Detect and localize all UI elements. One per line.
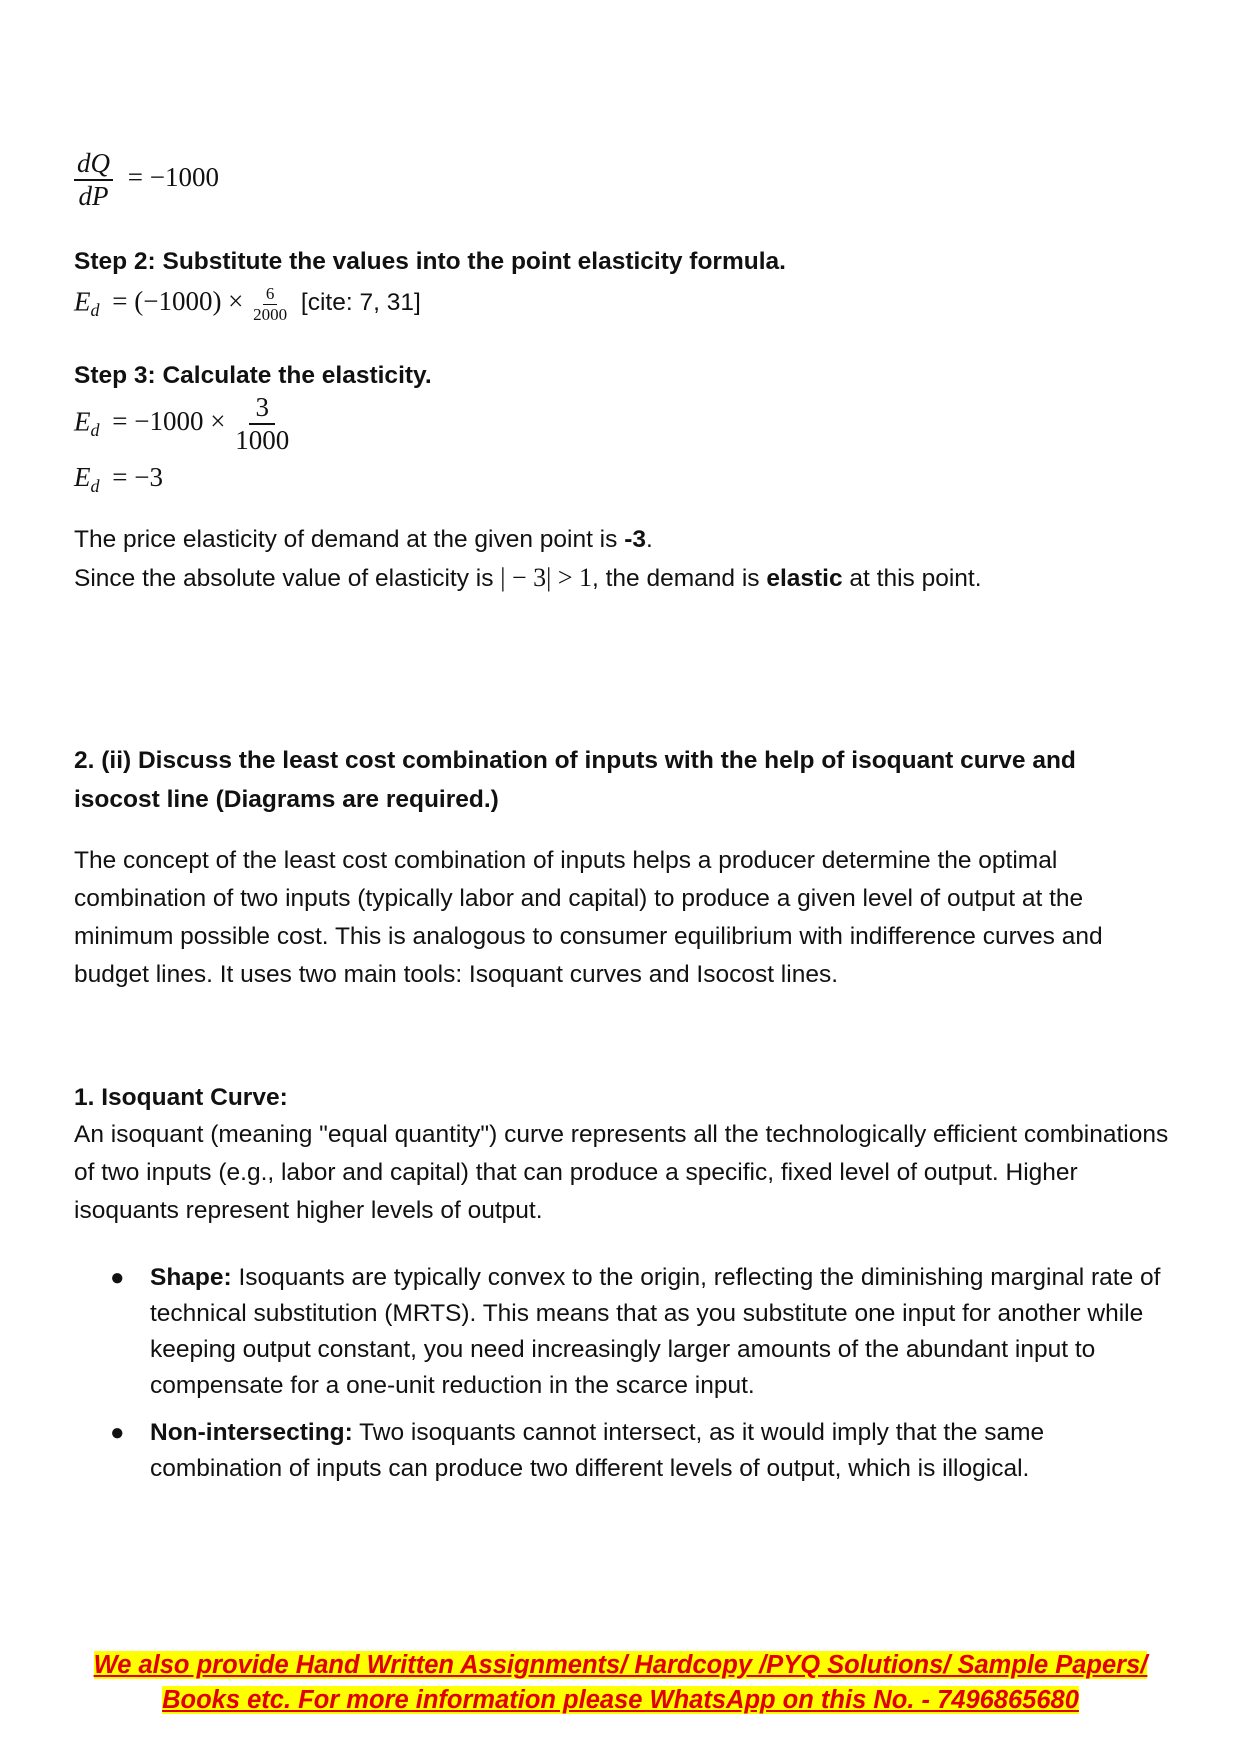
equation-rhs: = −1000 × <box>112 406 226 437</box>
result-text-mid: , the demand is <box>592 565 767 592</box>
intro-paragraph: The concept of the least cost combination of inputs helps a producer determine the optimal combination of two inputs (typically labor and capital) to produce a given level of output at the minimum possible cost. This is analogous to consumer equilibrium with indifference curves and budget lines. It uses two main tools: Isoquant curves and Isocost lines. <box>74 847 1103 988</box>
fraction-numerator: 3 <box>249 392 275 425</box>
absolute-value-math: | − 3| > 1 <box>500 563 593 592</box>
list-item-shape <box>110 1260 1180 1404</box>
list-item-non-intersecting <box>110 1415 1180 1487</box>
result-line-1 <box>74 521 653 559</box>
promo-text: Books etc. For more information please WhatsApp on this No. - 7496865680 <box>162 1686 1079 1714</box>
promo-line-2 <box>60 1683 1181 1718</box>
subscript-d: d <box>90 300 100 321</box>
step3-equation-2 <box>74 462 163 496</box>
subscript-d: d <box>90 420 100 441</box>
fraction-dq-dp <box>74 148 113 212</box>
equation-rhs: = (−1000) × <box>112 286 244 317</box>
subscript-d: d <box>90 476 100 496</box>
step2-equation <box>74 284 421 324</box>
list-item-text <box>150 1260 1180 1404</box>
elastic-term: elastic <box>766 565 843 592</box>
list-item-body: Isoquants are typically convex to the origin, reflecting the diminishing marginal rate of technical substitution (MRTS). This means that as you substitute one input for another while keeping output constant, you need increasingly larger amounts of the abundant input to compensate for a one-unit reduction in the scarce input. <box>150 1264 1161 1399</box>
result-line-2 <box>74 559 982 598</box>
fraction-numerator: 6 <box>263 284 278 305</box>
result-text: The price elasticity of demand at the given point is <box>74 526 625 553</box>
list-item-label: Shape: <box>150 1264 232 1291</box>
result-text: Since the absolute value of elasticity is <box>74 565 501 592</box>
bullet-icon: ● <box>110 1264 125 1291</box>
promo-line-1 <box>60 1648 1181 1683</box>
isoquant-heading: 1. Isoquant Curve: <box>74 1084 288 1111</box>
equation-rhs: = −1000 <box>127 162 219 193</box>
result-text-end: at this point. <box>842 565 982 592</box>
elasticity-value: -3 <box>624 526 646 553</box>
fraction-denominator: dP <box>78 181 109 212</box>
step3-heading: Step 3: Calculate the elasticity. <box>74 362 432 389</box>
step3-equation-1 <box>74 392 292 456</box>
fraction-numerator: dQ <box>74 148 113 181</box>
step2-heading: Step 2: Substitute the values into the point elasticity formula. <box>74 248 786 275</box>
list-item-body: Two isoquants cannot intersect, as it would imply that the same combination of inputs can produce two different levels of output, which is illogical. <box>150 1419 1045 1482</box>
fraction-3-1000 <box>232 392 292 456</box>
promo-text: We also provide Hand Written Assignments/ Hardcopy /PYQ Solutions/ Sample Papers/ <box>93 1651 1148 1679</box>
fraction-denominator: 1000 <box>235 425 290 456</box>
variable-e: E <box>74 406 91 437</box>
question-heading: 2. (ii) Discuss the least cost combination of inputs with the help of isoquant curve and isocost line (Diagrams are required.) <box>74 747 1076 813</box>
equation-dq-dp <box>74 148 219 212</box>
bullet-icon: ● <box>110 1419 125 1446</box>
equation-rhs: = −3 <box>112 462 163 492</box>
citation: [cite: 7, 31] <box>300 289 421 317</box>
list-item-text <box>150 1415 1180 1487</box>
promo-footer <box>60 1648 1181 1718</box>
variable-e: E <box>74 462 91 492</box>
isoquant-paragraph: An isoquant (meaning "equal quantity") curve represents all the technologically efficient combinations of two inputs (e.g., labor and capital) that can produce a specific, fixed level of output. Higher isoquants represent higher levels of output. <box>74 1121 1169 1224</box>
result-text-end: . <box>645 526 653 553</box>
fraction-6-2000 <box>250 284 290 324</box>
fraction-denominator: 2000 <box>253 304 288 324</box>
list-item-label: Non-intersecting: <box>150 1419 353 1446</box>
variable-e: E <box>74 286 91 317</box>
